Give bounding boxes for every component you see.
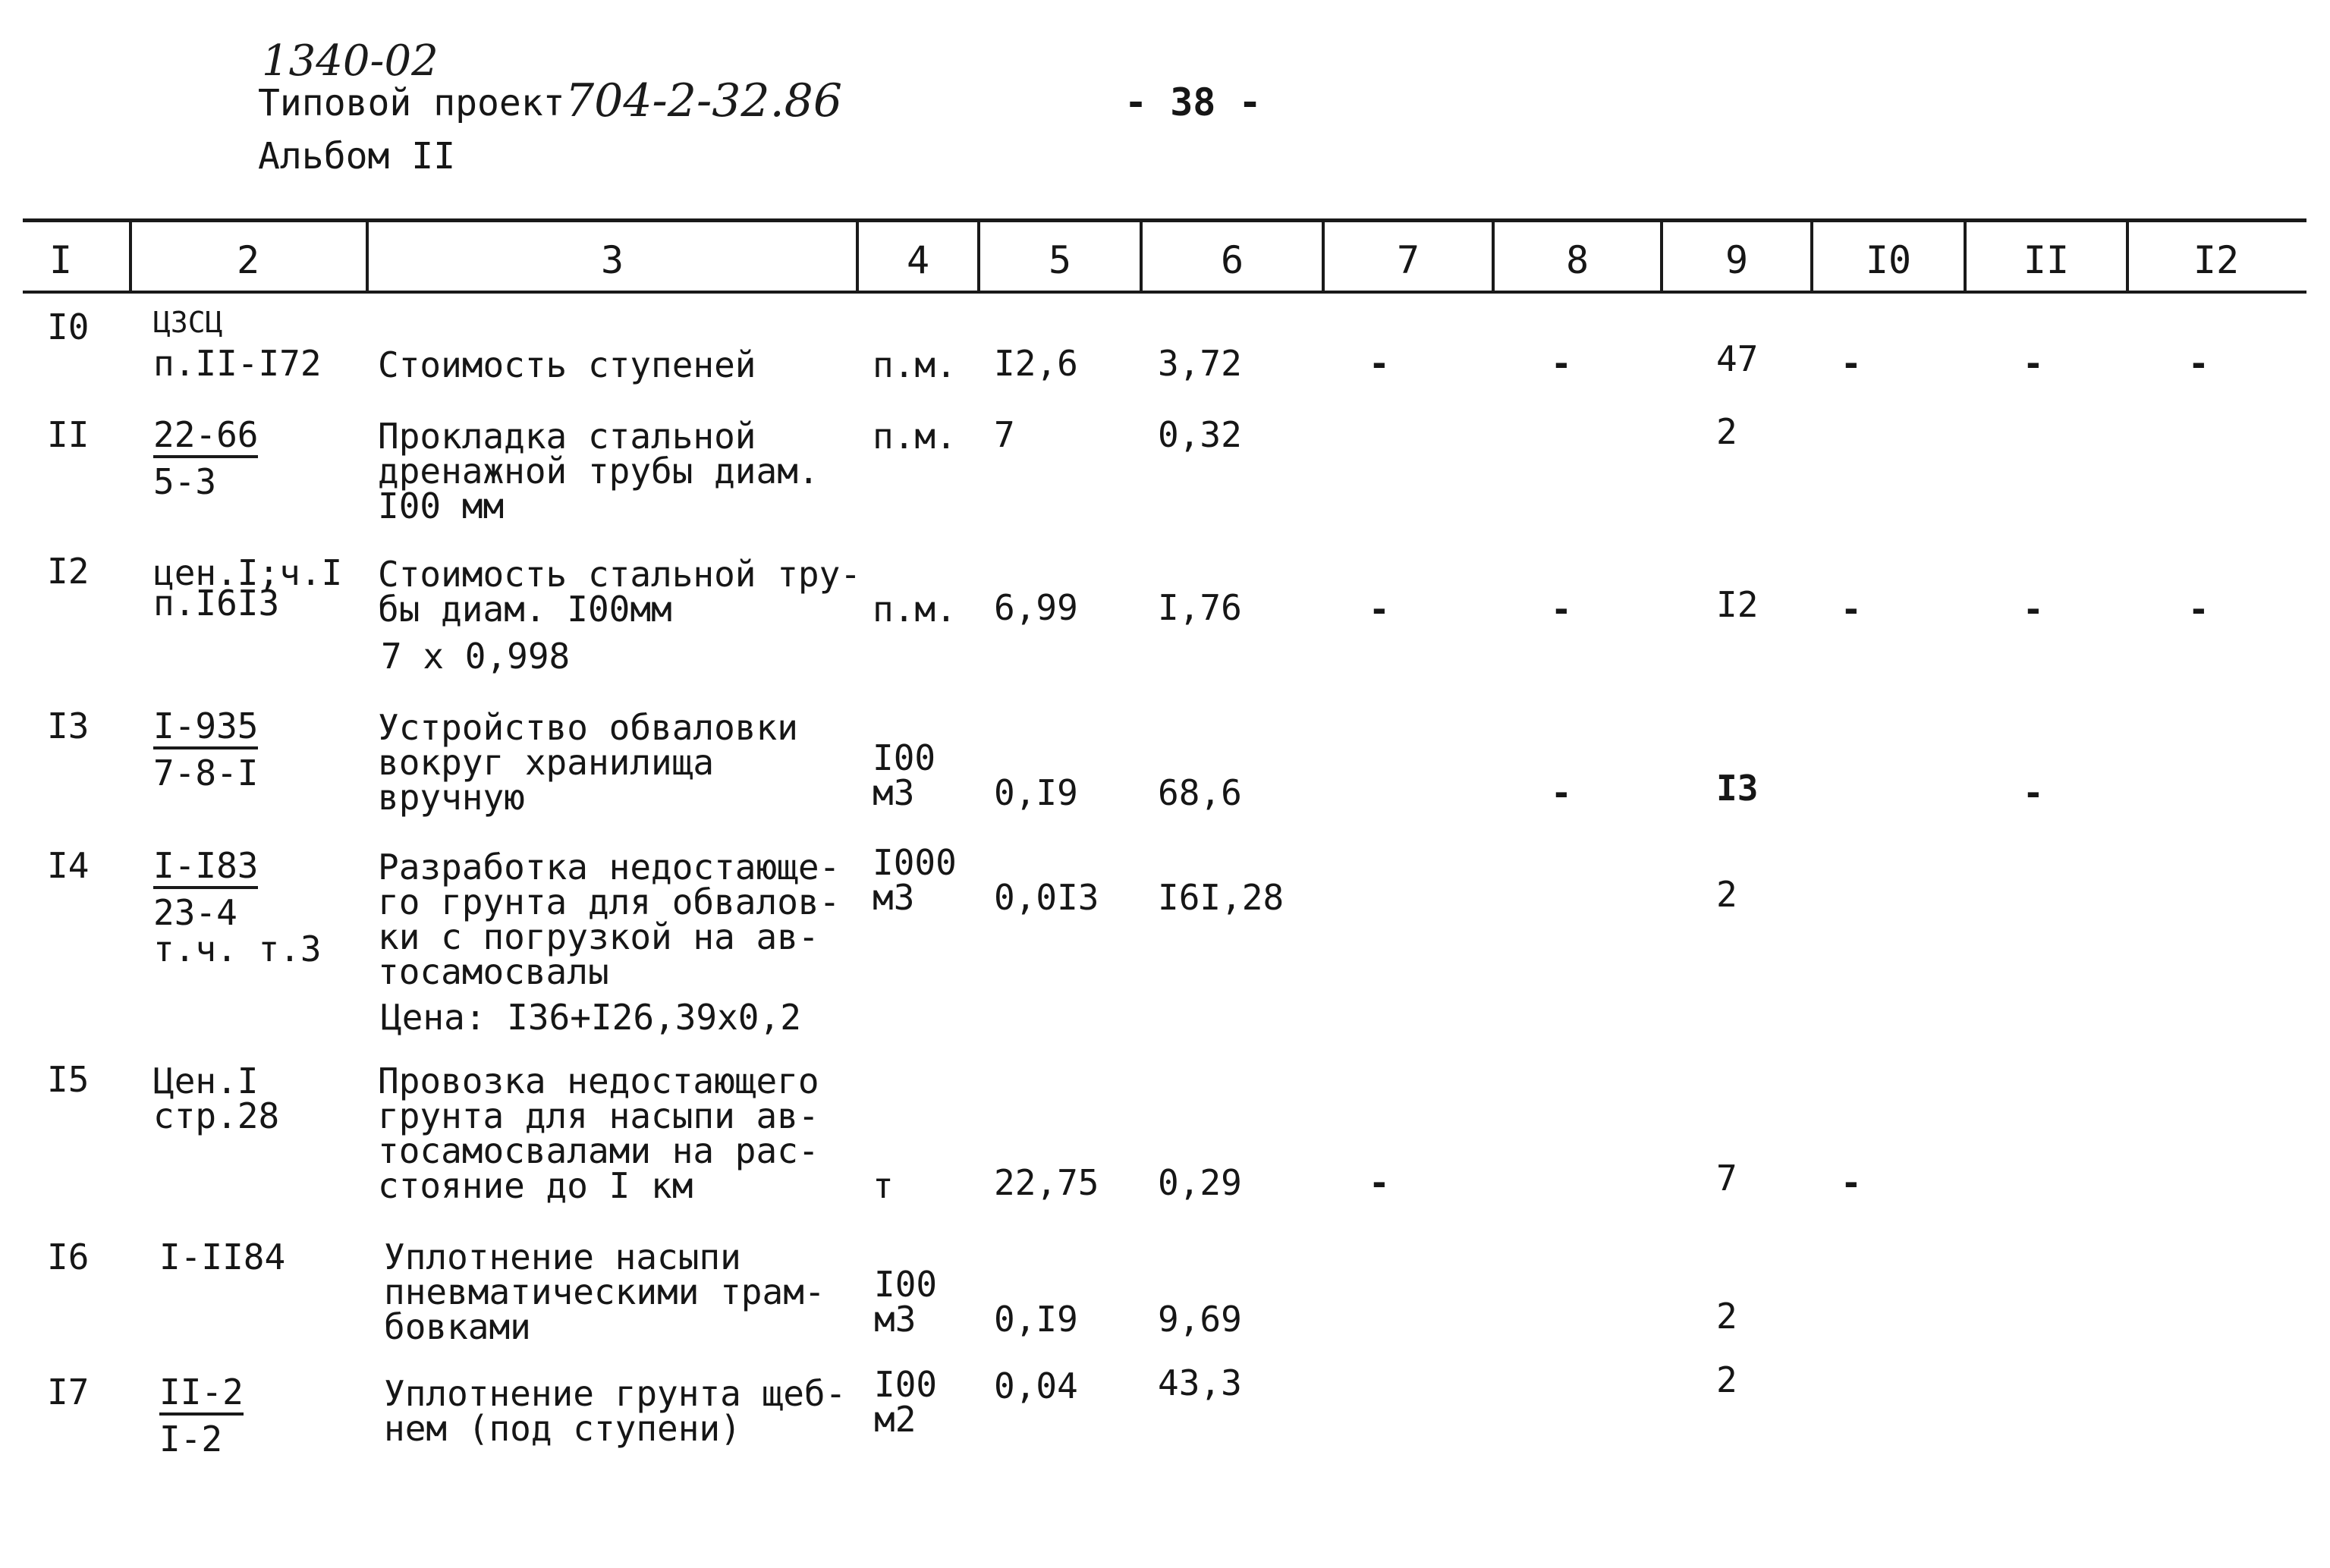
unit-cost: 0,29 xyxy=(1158,1162,1242,1203)
justification-code: I-II84 xyxy=(159,1236,286,1277)
column-7-value: - xyxy=(1369,343,1390,384)
justification-fraction xyxy=(159,1372,244,1460)
column-header: 9 xyxy=(1725,238,1749,282)
row-number: I5 xyxy=(47,1059,90,1100)
justification-fraction xyxy=(153,705,259,793)
page-number: - 38 - xyxy=(1124,80,1262,124)
column-10-value: - xyxy=(1841,589,1862,630)
column-9-value: 2 xyxy=(1716,411,1737,452)
column-12-value: - xyxy=(2188,343,2209,384)
unit: т xyxy=(873,1165,894,1206)
fraction-denominator: 5-3 xyxy=(153,461,217,502)
column-8-value: - xyxy=(1551,772,1572,813)
quantity: 22,75 xyxy=(994,1162,1099,1203)
unit-cost: 0,32 xyxy=(1158,414,1242,455)
column-9-value: 7 xyxy=(1716,1158,1737,1199)
unit: п.м. xyxy=(873,416,957,457)
unit-cost: I6I,28 xyxy=(1158,877,1284,918)
justification-code: п.I6I3 xyxy=(153,583,280,624)
column-9-value: 2 xyxy=(1716,1296,1737,1337)
column-header: 5 xyxy=(1048,238,1072,282)
row-number: I6 xyxy=(47,1236,90,1277)
column-11-value: - xyxy=(2023,772,2044,813)
work-description: Уплотнение грунта щеб- нем (под ступени) xyxy=(384,1373,847,1449)
column-9-value: I2 xyxy=(1716,584,1759,625)
work-description: Стоимость стальной тру- бы диам. I00мм xyxy=(378,554,861,630)
row-number: I4 xyxy=(47,845,90,886)
row-number: II xyxy=(47,414,90,455)
fraction-denominator: 7-8-I xyxy=(153,753,259,793)
justification-code: цен.I;ч.I xyxy=(153,552,343,593)
unit: п.м. xyxy=(873,589,957,630)
justification-fraction xyxy=(153,845,259,933)
calculation-note: 7 x 0,998 xyxy=(381,636,571,677)
unit: I00 м2 xyxy=(874,1364,938,1440)
row-number: I7 xyxy=(47,1372,90,1412)
quantity: 0,I9 xyxy=(994,772,1078,813)
quantity: 0,I9 xyxy=(994,1299,1078,1340)
quantity: 0,04 xyxy=(994,1365,1078,1406)
justification-code: п.II-I72 xyxy=(153,343,322,384)
project-label: Типовой проект xyxy=(258,82,565,124)
column-9-value: I3 xyxy=(1716,768,1759,809)
unit-cost: 3,72 xyxy=(1158,343,1242,384)
row-number: I3 xyxy=(47,705,90,746)
column-10-value: - xyxy=(1841,343,1862,384)
work-description: Разработка недостающе- го грунта для обвалов- ки с погрузкой на ав- тосамосвалы xyxy=(378,847,841,992)
column-header: 4 xyxy=(906,238,930,282)
column-header: II xyxy=(2023,238,2070,282)
column-9-value: 47 xyxy=(1716,338,1759,379)
column-11-value: - xyxy=(2023,589,2044,630)
unit-cost: 43,3 xyxy=(1158,1362,1242,1403)
project-number: 704-2-32.86 xyxy=(565,74,843,127)
document-code: 1340-02 xyxy=(262,36,439,86)
column-12-value: - xyxy=(2188,589,2209,630)
row-number: I2 xyxy=(47,551,90,592)
unit: I00 м3 xyxy=(873,737,936,813)
row-number: I0 xyxy=(47,306,90,347)
column-header: 8 xyxy=(1565,238,1589,282)
unit: п.м. xyxy=(873,344,957,385)
column-7-value: - xyxy=(1369,1162,1390,1203)
column-header: I2 xyxy=(2193,238,2240,282)
column-8-value: - xyxy=(1551,589,1572,630)
column-10-value: - xyxy=(1841,1162,1862,1203)
fraction-denominator: I-2 xyxy=(159,1419,223,1460)
album-label: Альбом II xyxy=(258,135,456,178)
quantity: I2,6 xyxy=(994,343,1078,384)
justification-fraction xyxy=(153,414,259,502)
unit: I000 м3 xyxy=(873,842,957,918)
calculation-note: Цена: I36+I26,39x0,2 xyxy=(381,997,801,1038)
fraction-numerator: I-935 xyxy=(153,709,258,749)
quantity: 6,99 xyxy=(994,587,1078,628)
column-header: 6 xyxy=(1220,238,1244,282)
column-header: I0 xyxy=(1865,238,1912,282)
fraction-numerator: 22-66 xyxy=(153,417,258,458)
quantity: 0,0I3 xyxy=(994,877,1099,918)
column-header: 3 xyxy=(600,238,624,282)
column-11-value: - xyxy=(2023,343,2044,384)
unit-cost: 68,6 xyxy=(1158,772,1242,813)
work-description: Провозка недостающего грунта для насыпи ав- тосамосвалами на рас- стояние до I км xyxy=(378,1061,819,1206)
column-9-value: 2 xyxy=(1716,874,1737,915)
work-description: Уплотнение насыпи пневматическими трам- бовками xyxy=(384,1236,825,1347)
justification-code: т.ч. т.3 xyxy=(153,929,322,969)
justification-code: Цен.I xyxy=(153,1061,259,1101)
unit-cost: I,76 xyxy=(1158,587,1242,628)
fraction-denominator: 23-4 xyxy=(153,892,237,933)
column-7-value: - xyxy=(1369,589,1390,630)
column-8-value: - xyxy=(1551,343,1572,384)
quantity: 7 xyxy=(994,414,1015,455)
work-description: Прокладка стальной дренажной трубы диам. I00 мм xyxy=(378,416,819,526)
column-9-value: 2 xyxy=(1716,1359,1737,1400)
work-description: Стоимость ступеней xyxy=(378,344,756,385)
unit-cost: 9,69 xyxy=(1158,1299,1242,1340)
work-description: Устройство обваловки вокруг хранилища вручную xyxy=(378,707,798,818)
fraction-numerator: I-I83 xyxy=(153,848,258,889)
justification-code: стр.28 xyxy=(153,1095,280,1136)
column-header: 2 xyxy=(236,238,260,282)
column-header: I xyxy=(49,238,73,282)
unit: I00 м3 xyxy=(874,1264,938,1340)
fraction-numerator: II-2 xyxy=(159,1375,244,1416)
justification-code: ЦЗСЦ xyxy=(153,306,223,339)
column-header: 7 xyxy=(1396,238,1420,282)
